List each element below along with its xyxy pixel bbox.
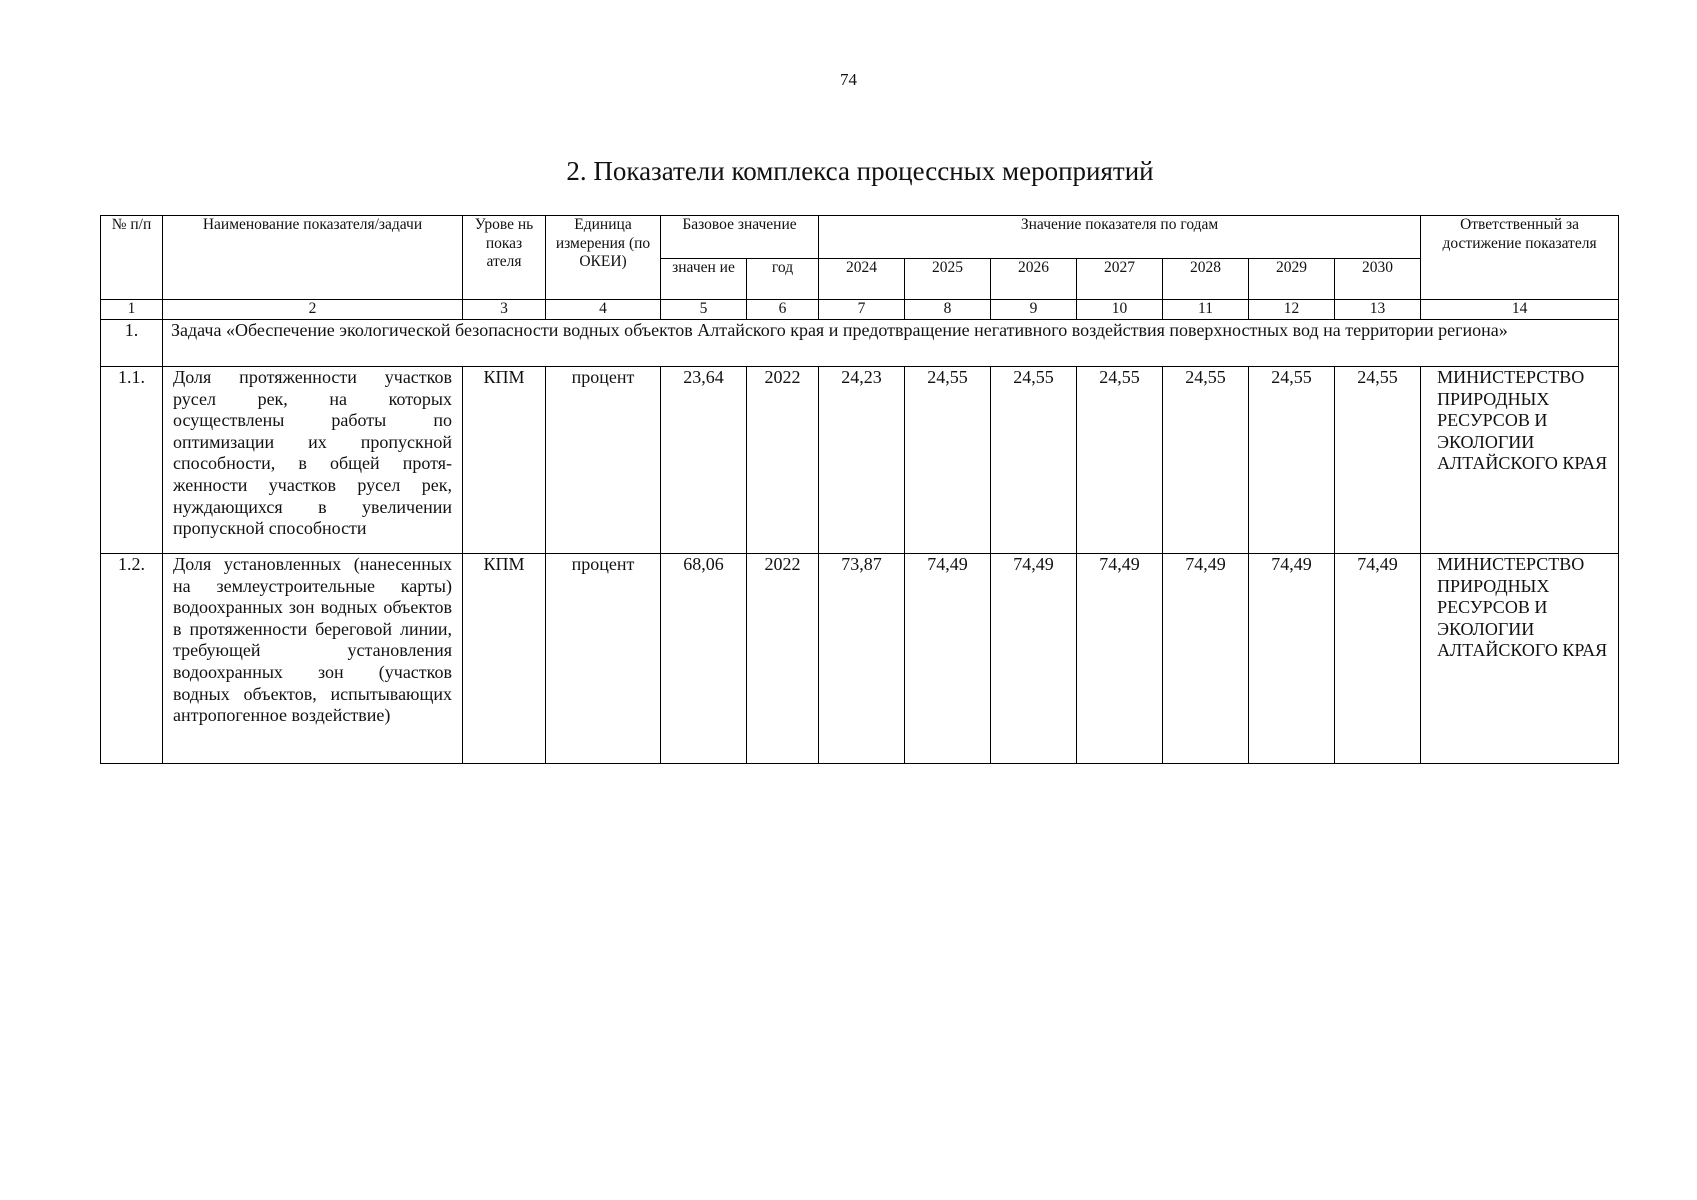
column-number: 12 bbox=[1249, 300, 1335, 320]
year-value: 73,87 bbox=[819, 554, 905, 764]
column-number: 3 bbox=[463, 300, 546, 320]
year-value: 24,55 bbox=[905, 367, 991, 554]
header-year: 2027 bbox=[1077, 259, 1163, 300]
header-unit: Единица измерения (по ОКЕИ) bbox=[546, 216, 661, 300]
year-value: 24,55 bbox=[1249, 367, 1335, 554]
year-value: 74,49 bbox=[991, 554, 1077, 764]
header-level: Урове нь показ ателя bbox=[463, 216, 546, 300]
header-year: 2030 bbox=[1335, 259, 1421, 300]
indicator-level: КПМ bbox=[463, 367, 546, 554]
indicators-table bbox=[100, 215, 1619, 764]
base-value: 68,06 bbox=[661, 554, 747, 764]
indicator-unit: процент bbox=[546, 367, 661, 554]
column-number: 2 bbox=[163, 300, 463, 320]
task-text: Задача «Обеспечение экологической безопасности водных объектов Алтайского края и предотвращение негативного воздействия поверхностных вод на территории региона» bbox=[163, 320, 1619, 367]
indicator-unit: процент bbox=[546, 554, 661, 764]
header-base: Базовое значение bbox=[661, 216, 819, 259]
header-year: 2028 bbox=[1163, 259, 1249, 300]
year-value: 24,55 bbox=[1163, 367, 1249, 554]
row-number: 1.2. bbox=[101, 554, 163, 764]
table-row bbox=[101, 554, 1619, 764]
row-number: 1.1. bbox=[101, 367, 163, 554]
task-number: 1. bbox=[101, 320, 163, 367]
header-responsible: Ответственный за достижение показателя bbox=[1421, 216, 1619, 300]
year-value: 74,49 bbox=[1163, 554, 1249, 764]
page-title: 2. Показатели комплекса процессных мероприятий bbox=[566, 156, 1154, 186]
column-number: 9 bbox=[991, 300, 1077, 320]
base-value: 23,64 bbox=[661, 367, 747, 554]
header-year: 2025 bbox=[905, 259, 991, 300]
responsible: МИНИСТЕРСТВО ПРИРОДНЫХ РЕСУРСОВ И ЭКОЛОГИИ АЛТАЙСКОГО КРАЯ bbox=[1421, 554, 1619, 764]
column-number: 10 bbox=[1077, 300, 1163, 320]
base-year: 2022 bbox=[747, 554, 819, 764]
column-number: 13 bbox=[1335, 300, 1421, 320]
year-value: 74,49 bbox=[1249, 554, 1335, 764]
column-number: 4 bbox=[546, 300, 661, 320]
indicator-level: КПМ bbox=[463, 554, 546, 764]
header-base-year: год bbox=[747, 259, 819, 300]
indicator-name: Доля протяженности участков русел рек, на которых осуществлены работы по оптимизации их пропускной способности, в общей протяженности участков русел рек, нуждающихся в увеличении пропускной способности bbox=[163, 367, 463, 554]
year-value: 24,55 bbox=[991, 367, 1077, 554]
header-base-value: значен ие bbox=[661, 259, 747, 300]
column-number: 6 bbox=[747, 300, 819, 320]
column-number: 8 bbox=[905, 300, 991, 320]
year-value: 74,49 bbox=[1077, 554, 1163, 764]
header-year: 2026 bbox=[991, 259, 1077, 300]
header-name: Наименование показателя/задачи bbox=[163, 216, 463, 300]
header-year: 2024 bbox=[819, 259, 905, 300]
year-value: 74,49 bbox=[905, 554, 991, 764]
header-num: № п/п bbox=[101, 216, 163, 300]
base-year: 2022 bbox=[747, 367, 819, 554]
responsible: МИНИСТЕРСТВО ПРИРОДНЫХ РЕСУРСОВ И ЭКОЛОГИИ АЛТАЙСКОГО КРАЯ bbox=[1421, 367, 1619, 554]
header-years-group: Значение показателя по годам bbox=[819, 216, 1421, 259]
indicator-name: Доля установленных (нанесенных на землеустроительные карты) водоохранных зон водных объектов в протяженности береговой линии, требующей установления водоохранных зон (участков водных объектов, испытывающих антропогенное воздействие) bbox=[163, 554, 463, 764]
column-number: 5 bbox=[661, 300, 747, 320]
column-number: 7 bbox=[819, 300, 905, 320]
year-value: 24,55 bbox=[1077, 367, 1163, 554]
header-year: 2029 bbox=[1249, 259, 1335, 300]
column-number: 1 bbox=[101, 300, 163, 320]
column-number: 11 bbox=[1163, 300, 1249, 320]
column-number: 14 bbox=[1421, 300, 1619, 320]
page-number: 74 bbox=[840, 70, 857, 89]
year-value: 24,23 bbox=[819, 367, 905, 554]
table-row bbox=[101, 367, 1619, 554]
year-value: 24,55 bbox=[1335, 367, 1421, 554]
year-value: 74,49 bbox=[1335, 554, 1421, 764]
